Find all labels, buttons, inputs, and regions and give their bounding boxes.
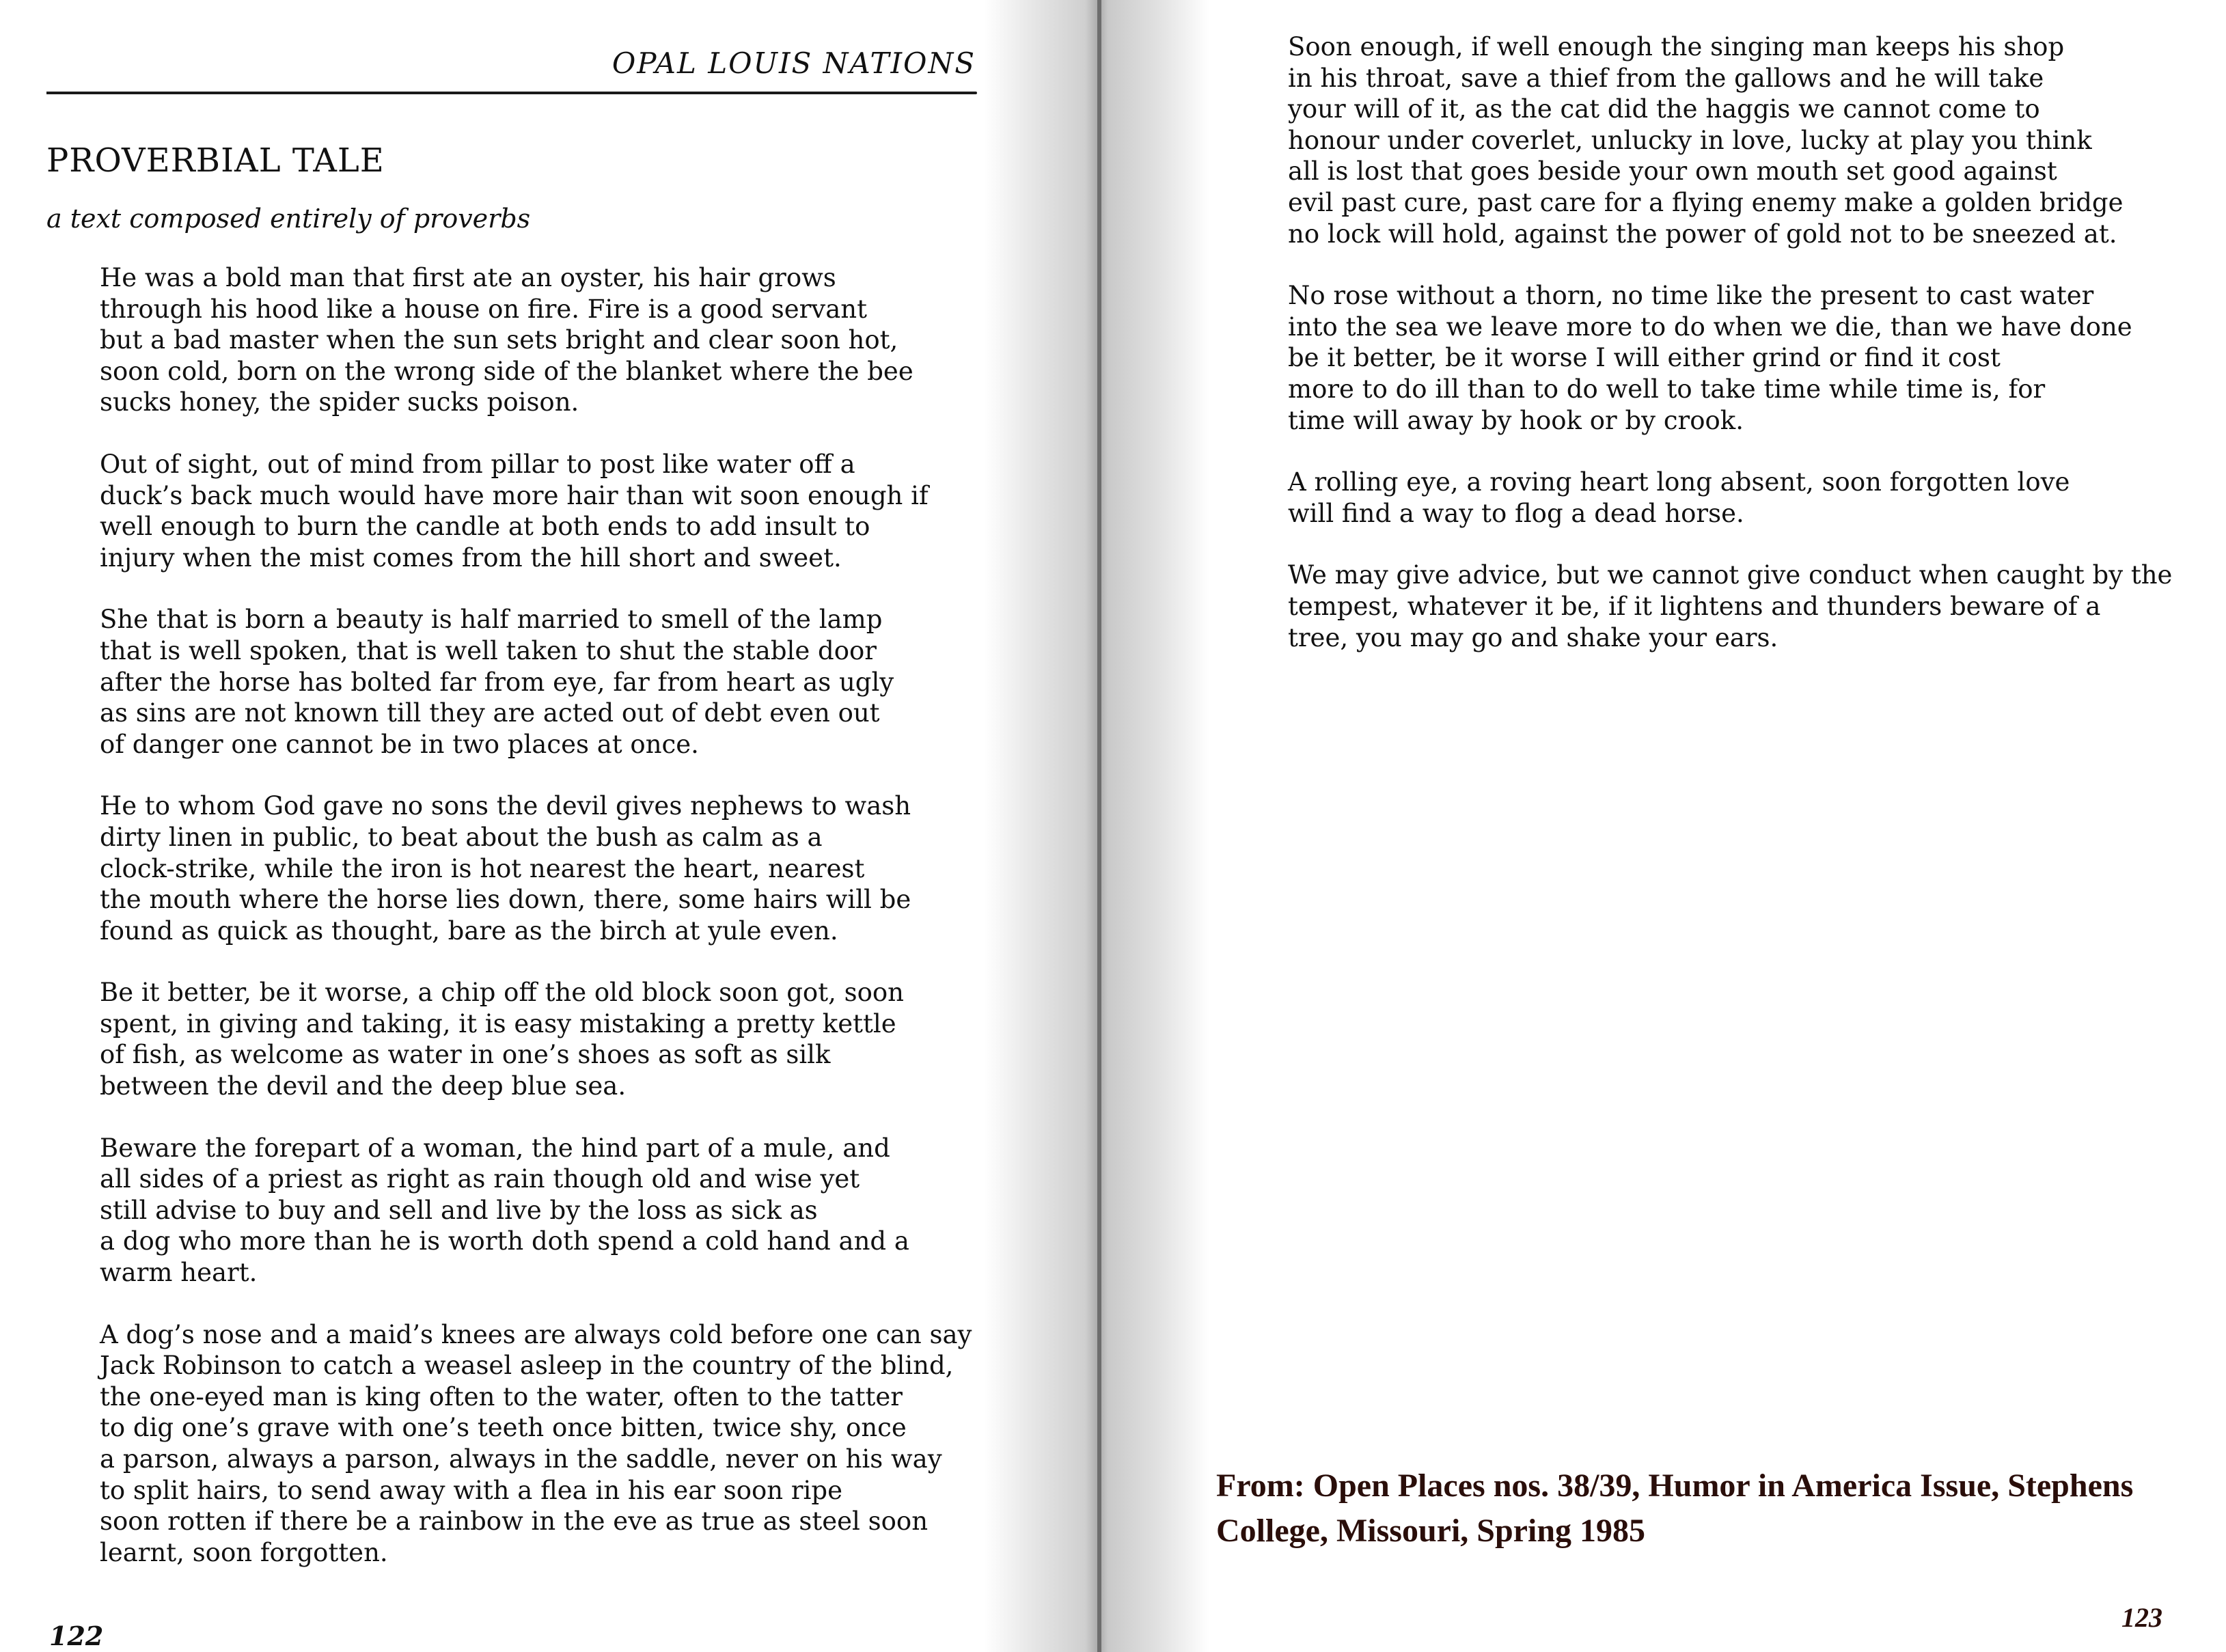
text-line: be it better, be it worse I will either grind or find it cost [1288,343,2001,373]
paragraph [100,790,974,946]
text-line: to dig one’s grave with one’s teeth once bitten, twice shy, once [100,1413,907,1443]
text-line: will find a way to flog a dead horse. [1288,498,1744,528]
text-line: Beware the forepart of a woman, the hind part of a mule, and [100,1133,890,1163]
text-line: of danger one cannot be in two places at once. [100,729,699,759]
text-line: more to do ill than to do well to take time while time is, for [1288,374,2046,404]
text-line: in his throat, save a thief from the gallows and he will take [1288,63,2044,93]
text-line: soon rotten if there be a rainbow in the eve as true as steel soon [100,1506,929,1537]
text-line: to split hairs, to send away with a flea in his ear soon ripe [100,1475,842,1505]
text-line: dirty linen in public, to beat about the bush as calm as a [100,822,823,852]
text-line: the mouth where the horse lies down, there, some hairs will be [100,885,911,915]
text-line: as sins are not known till they are acted out of debt even out [100,698,880,728]
text-line: clock-strike, while the iron is hot nearest the heart, nearest [100,853,865,883]
text-line: duck’s back much would have more hair than wit soon enough if [100,480,929,510]
text-line: between the devil and the deep blue sea. [100,1071,627,1101]
paragraph [100,1133,974,1289]
text-line: through his hood like a house on fire. Fire is a good servant [100,294,867,324]
page-number-right: 123 [2121,1602,2162,1633]
source-note-line: College, Missouri, Spring 1985 [1216,1513,1646,1549]
text-line: still advise to buy and sell and live by the loss as sick as [100,1195,818,1225]
left-body-text [100,262,974,1599]
text-line: a parson, always a parson, always in the saddle, never on his way [100,1444,942,1474]
text-line: No rose without a thorn, no time like the present to cast water [1288,281,2094,311]
text-line: warm heart. [100,1258,258,1288]
text-line: A dog’s nose and a maid’s knees are always cold before one can say [100,1319,972,1349]
text-line: sucks honey, the spider sucks poison. [100,387,579,417]
right-body-text [1288,31,2176,684]
page-number-left: 122 [49,1621,104,1651]
text-line: He to whom God gave no sons the devil gives nephews to wash [100,791,911,821]
text-line: tempest, whatever it be, if it lightens and thunders beware of a [1288,591,2101,621]
text-line: all is lost that goes beside your own mouth set good against [1288,156,2057,187]
text-line: that is well spoken, that is well taken to shut the stable door [100,635,877,665]
text-line: no lock will hold, against the power of gold not to be sneezed at. [1288,219,2117,249]
paragraph [100,1319,974,1569]
header-rule [46,92,977,94]
text-line: We may give advice, but we cannot give conduct when caught by the [1288,560,2173,590]
text-line: your will of it, as the cat did the haggis we cannot come to [1288,94,2040,124]
book-spine-fold [1097,0,1101,1652]
paragraph [1288,280,2176,436]
paragraph [100,604,974,760]
text-line: A rolling eye, a roving heart long absent, soon forgotten love [1288,467,2070,497]
text-line: all sides of a priest as right as rain though old and wise yet [100,1164,860,1194]
text-line: but a bad master when the sun sets bright and clear soon hot, [100,325,898,355]
text-line: of fish, as welcome as water in one’s shoes as soft as silk [100,1040,831,1070]
text-line: injury when the mist comes from the hill short and sweet. [100,542,842,573]
paragraph [100,262,974,418]
text-line: Soon enough, if well enough the singing man keeps his shop [1288,32,2065,61]
text-line: Jack Robinson to catch a weasel asleep in the country of the blind, [100,1351,954,1381]
text-line: after the horse has bolted far from eye, far from heart as ugly [100,667,894,697]
source-note-line: From: Open Places nos. 38/39, Humor in America Issue, Stephens [1216,1468,2134,1504]
paragraph [1288,31,2176,249]
running-head-author: OPAL LOUIS NATIONS [612,46,976,80]
text-line: spent, in giving and taking, it is easy mistaking a pretty kettle [100,1008,896,1038]
text-line: found as quick as thought, bare as the birch at yule even. [100,916,838,946]
text-line: time will away by hook or by crook. [1288,405,1744,435]
paragraph [1288,467,2176,529]
text-line: honour under coverlet, unlucky in love, lucky at play you think [1288,125,2092,155]
text-line: evil past cure, past care for a flying enemy make a golden bridge [1288,187,2124,217]
text-line: tree, you may go and shake your ears. [1288,622,1778,652]
text-line: learnt, soon forgotten. [100,1537,388,1567]
paragraph [1288,560,2176,653]
text-line: Be it better, be it worse, a chip off the old block soon got, soon [100,978,904,1008]
text-line: He was a bold man that first ate an oyster, his hair grows [100,263,836,292]
page-subtitle: a text composed entirely of proverbs [46,204,531,234]
text-line: soon cold, born on the wrong side of the blanket where the bee [100,356,913,386]
page-title: PROVERBIAL TALE [46,141,385,180]
book-gutter-shadow [984,0,1209,1652]
text-line: Out of sight, out of mind from pillar to post like water off a [100,449,855,479]
text-line: a dog who more than he is worth doth spend a cold hand and a [100,1226,909,1256]
paragraph [100,449,974,573]
text-line: well enough to burn the candle at both ends to add insult to [100,512,870,542]
text-line: She that is born a beauty is half married to smell of the lamp [100,605,883,635]
paragraph [100,977,974,1101]
text-line: the one-eyed man is king often to the water, often to the tatter [100,1381,903,1412]
text-line: into the sea we leave more to do when we die, than we have done [1288,312,2132,342]
source-note [1216,1463,2133,1554]
